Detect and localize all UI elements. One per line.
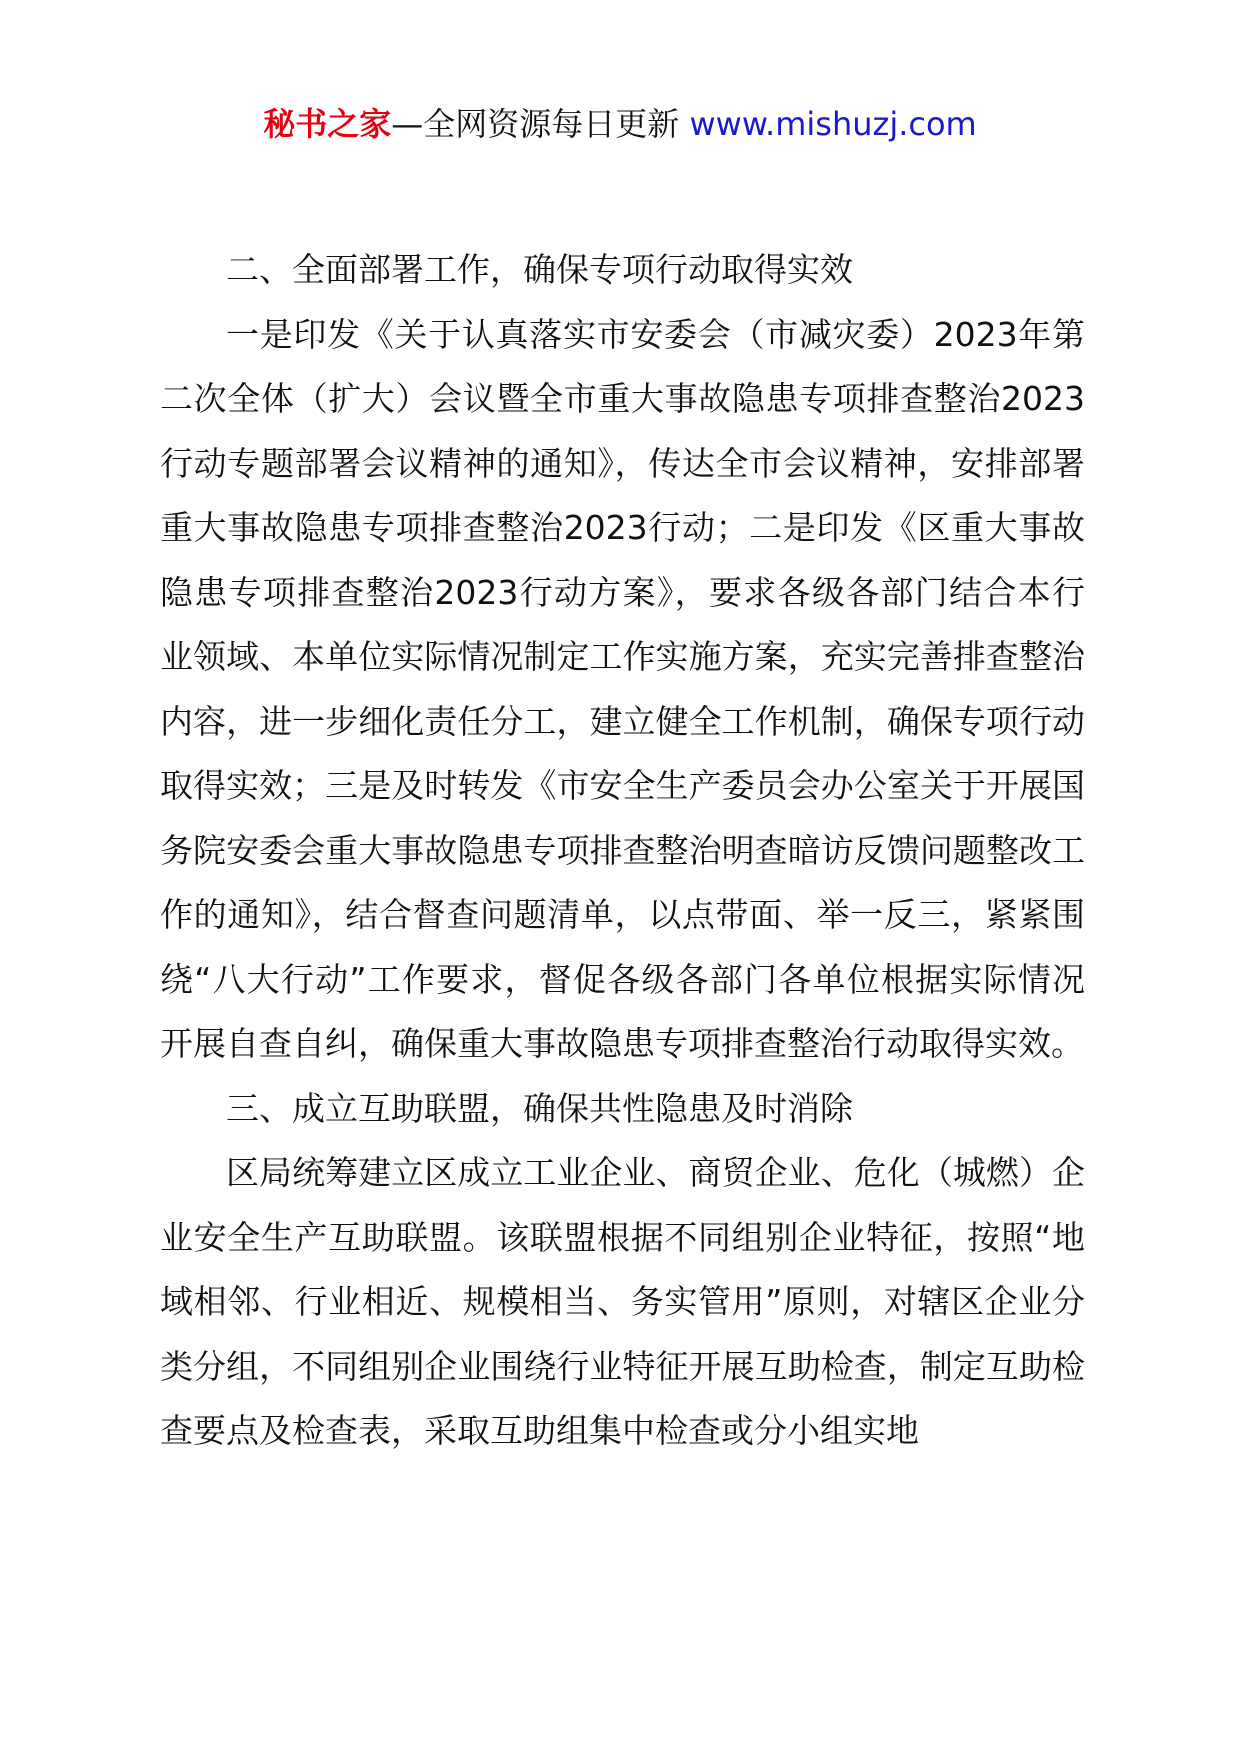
section-heading-2: 二、全面部署工作，确保专项行动取得实效 [226, 250, 853, 289]
page-header [0, 100, 1240, 148]
paragraph-section-3: 区局统筹建立区成立工业企业、商贸企业、危化（城燃）企业安全生产互助联盟。该联盟根据不同组别企业特征，按照“地域相邻、行业相近、规模相当、务实管用”原则，对辖区企业分类分组，不同组别企业围绕行业特征开展互助检查，制定互助检查要点及检查表，采取互助组集中检查或分小组实地 [160, 1153, 1085, 1450]
paragraph-section-2: 一是印发《关于认真落实市安委会（市减灾委）2023年第二次全体（扩大）会议暨全市重大事故隐患专项排查整治2023行动专题部署会议精神的通知》，传达全市会议精神，安排部署重大事故隐患专项排查整治2023行动；二是印发《区重大事故隐患专项排查整治2023行动方案》，要求各级各部门结合本行业领域、本单位实际情况制定工作实施方案，充实完善排查整治内容，进一步细化责任分工，建立健全工作机制，确保专项行动取得实效；三是及时转发《市安全生产委员会办公室关于开展国务院安委会重大事故隐患专项排查整治明查暗访反馈问题整改工作的通知》，结合督查问题清单，以点带面、举一反三，紧紧围绕“八大行动”工作要求，督促各级各部门各单位根据实际情况开展自查自纠，确保重大事故隐患专项排查整治行动取得实效。 [160, 314, 1085, 1063]
section-heading-3: 三、成立互助联盟，确保共性隐患及时消除 [226, 1088, 853, 1128]
document-body [160, 238, 1085, 1464]
website-link[interactable]: www.mishuzj.com [689, 105, 977, 143]
header-tagline: —全网资源每日更新 [391, 105, 680, 143]
brand-name: 秘书之家 [263, 105, 392, 143]
